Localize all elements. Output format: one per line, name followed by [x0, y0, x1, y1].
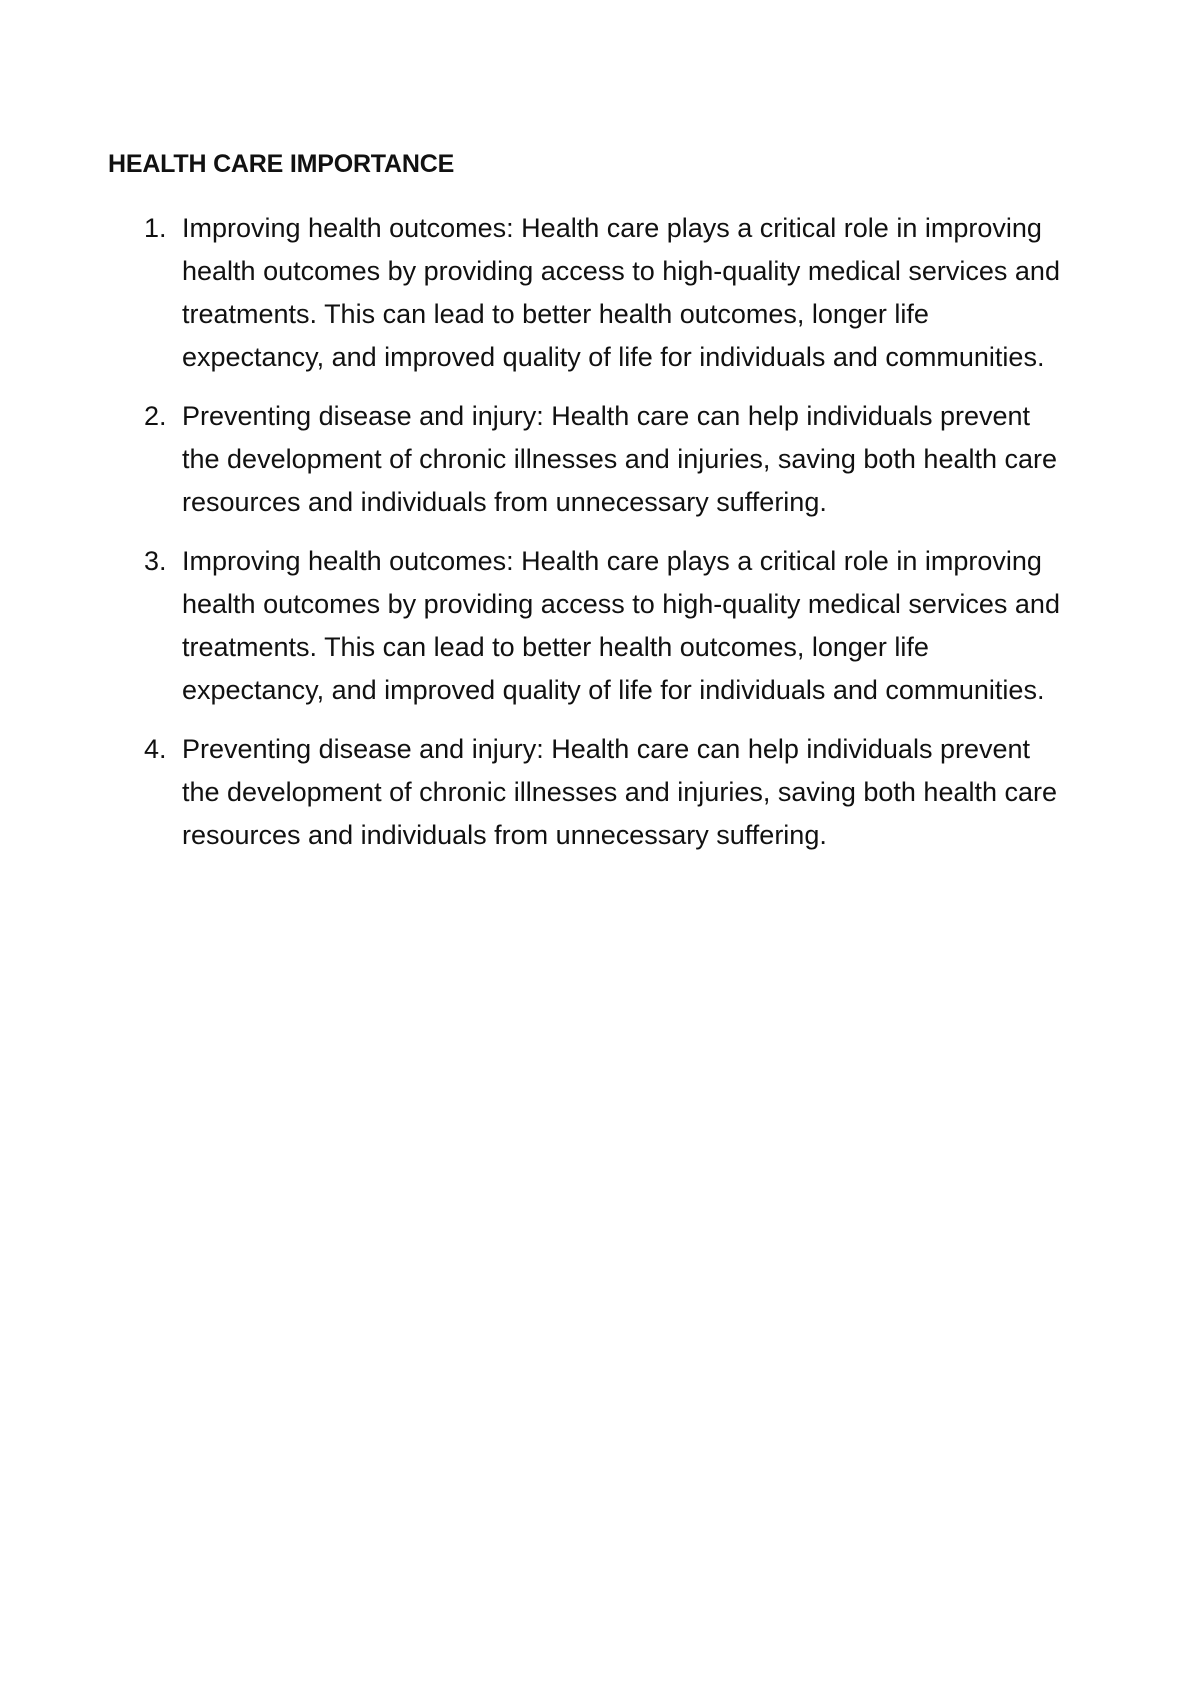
list-item-number: 1.	[144, 213, 167, 243]
list-item-text: Improving health outcomes: Health care plays a critical role in improving health outcomes by providing access to high-quality medical services and treatments. This can lead to better health outcomes, longer life expectancy, and improved quality of life for individuals and communities.	[182, 213, 1060, 372]
list-item	[108, 728, 1068, 857]
list-item-text: Improving health outcomes: Health care plays a critical role in improving health outcomes by providing access to high-quality medical services and treatments. This can lead to better health outcomes, longer life expectancy, and improved quality of life for individuals and communities.	[182, 546, 1060, 705]
list-item-number: 4.	[144, 734, 167, 764]
list-item	[108, 395, 1068, 524]
list-item-text: Preventing disease and injury: Health care can help individuals prevent the development of chronic illnesses and injuries, saving both health care resources and individuals from unnecessary suffering.	[182, 734, 1058, 850]
list-item-number: 2.	[144, 401, 167, 431]
list-item-number: 3.	[144, 546, 167, 576]
list-item-text: Preventing disease and injury: Health care can help individuals prevent the development of chronic illnesses and injuries, saving both health care resources and individuals from unnecessary suffering.	[182, 401, 1058, 517]
list-item	[108, 207, 1068, 379]
list-item	[108, 540, 1068, 712]
document-title: HEALTH CARE IMPORTANCE	[108, 150, 455, 178]
importance-list	[108, 207, 1068, 873]
